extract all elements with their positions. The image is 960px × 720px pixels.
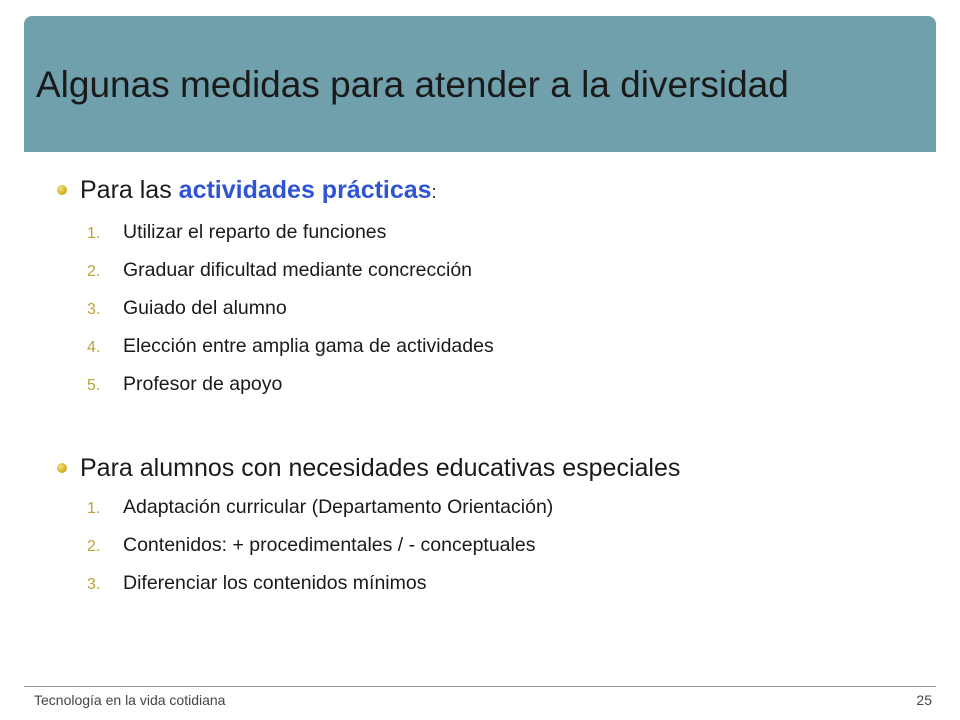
list-item-text: Utilizar el reparto de funciones: [123, 221, 387, 243]
list-item: [87, 220, 386, 246]
section-necesidades-educativas: [80, 452, 681, 594]
list-item-text: Guiado del alumno: [123, 297, 287, 319]
section-actividades-practicas: [80, 174, 494, 395]
section-heading-trailing: :: [431, 182, 437, 202]
section-heading-lead: Para alumnos con necesidades educativas especiales: [80, 454, 681, 482]
footer-text: Tecnología en la vida cotidiana: [34, 692, 226, 708]
list-item-number: 2.: [87, 263, 101, 280]
list-item-number: 3.: [87, 576, 101, 593]
slide-title: Algunas medidas para atender a la diversidad: [36, 64, 789, 105]
list-item-number: 4.: [87, 339, 101, 356]
title-bar: [24, 16, 936, 152]
list-item-text: Diferenciar los contenidos mínimos: [123, 572, 427, 594]
section-heading-lead: Para las: [80, 176, 179, 204]
list-item-number: 2.: [87, 538, 101, 555]
list-item: [87, 571, 426, 597]
footer-divider: [24, 686, 936, 687]
list-item: [87, 495, 553, 521]
list-item-number: 3.: [87, 301, 101, 318]
bullet-icon: [57, 185, 67, 195]
section-heading: [80, 174, 437, 208]
list-item-number: 5.: [87, 377, 101, 394]
list-item-text: Graduar dificultad mediante concrección: [123, 259, 473, 281]
list-item: [87, 258, 472, 284]
list-item: [87, 296, 287, 322]
list-item-text: Elección entre amplia gama de actividades: [123, 335, 494, 357]
section-heading-highlight: actividades prácticas: [178, 176, 432, 204]
list-item-number: 1.: [87, 500, 101, 517]
list-item-text: Contenidos: + procedimentales / - conceptuales: [123, 534, 536, 556]
bullet-icon: [57, 463, 67, 473]
list-item: [87, 533, 535, 559]
list-item-text: Adaptación curricular (Departamento Orientación): [123, 496, 554, 518]
list-item: [87, 334, 494, 360]
page-number: 25: [916, 692, 932, 708]
list-item-number: 1.: [87, 225, 101, 242]
list-item: [87, 372, 282, 398]
list-item-text: Profesor de apoyo: [123, 373, 283, 395]
section-heading: [80, 452, 680, 484]
